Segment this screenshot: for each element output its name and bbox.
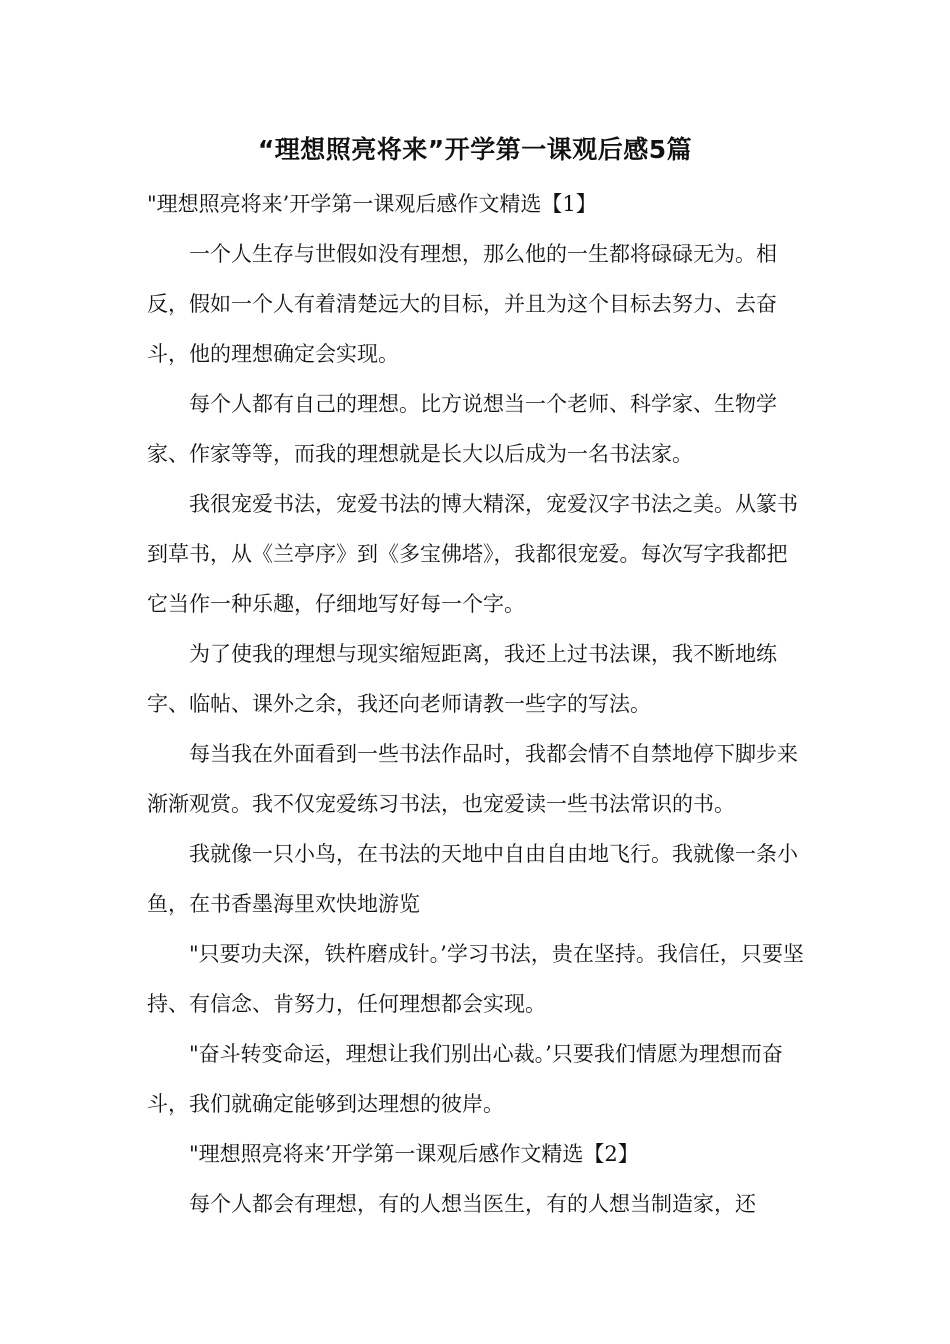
- section-heading-2: "理想照亮将来’开学第一课观后感作文精选【2】: [189, 1142, 639, 1166]
- paragraph: 每当我在外面看到一些书法作品时，我都会情不自禁地停下脚步来渐渐观赏。我不仅宠爱练习书法，也宠爱读一些书法常识的书。: [147, 742, 798, 816]
- paragraph: "奋斗转变命运，理想让我们别出心裁。’只要我们情愿为理想而奋斗，我们就确定能够到达理想的彼岸。: [147, 1042, 783, 1116]
- paragraph: 一个人生存与世假如没有理想，那么他的一生都将碌碌无为。相反，假如一个人有着清楚远大的目标，并且为这个目标去努力、去奋斗，他的理想确定会实现。: [147, 242, 777, 366]
- paragraph: 我就像一只小鸟，在书法的天地中自由自由地飞行。我就像一条小鱼，在书香墨海里欢快地游览: [147, 842, 798, 916]
- paragraph: "只要功夫深，铁杵磨成针。’学习书法，贵在坚持。我信任，只要坚持、有信念、肯努力，任何理想都会实现。: [147, 942, 804, 1016]
- document-body: [147, 179, 807, 1229]
- paragraph: 我很宠爱书法，宠爱书法的博大精深，宠爱汉字书法之美。从篆书到草书，从《兰亭序》到《多宝佛塔》，我都很宠爱。每次写字我都把它当作一种乐趣，仔细地写好每一个字。: [147, 492, 798, 616]
- paragraph: 每个人都有自己的理想。比方说想当一个老师、科学家、生物学家、作家等等，而我的理想就是长大以后成为一名书法家。: [147, 392, 777, 466]
- paragraph: 为了使我的理想与现实缩短距离，我还上过书法课，我不断地练字、临帖、课外之余，我还向老师请教一些字的写法。: [147, 642, 777, 716]
- section-heading-1: "理想照亮将来’开学第一课观后感作文精选【1】: [147, 192, 597, 216]
- document-title: “理想照亮将来”开学第一课观后感5篇: [257, 135, 693, 164]
- paragraph: 每个人都会有理想，有的人想当医生，有的人想当制造家，还: [189, 1192, 756, 1216]
